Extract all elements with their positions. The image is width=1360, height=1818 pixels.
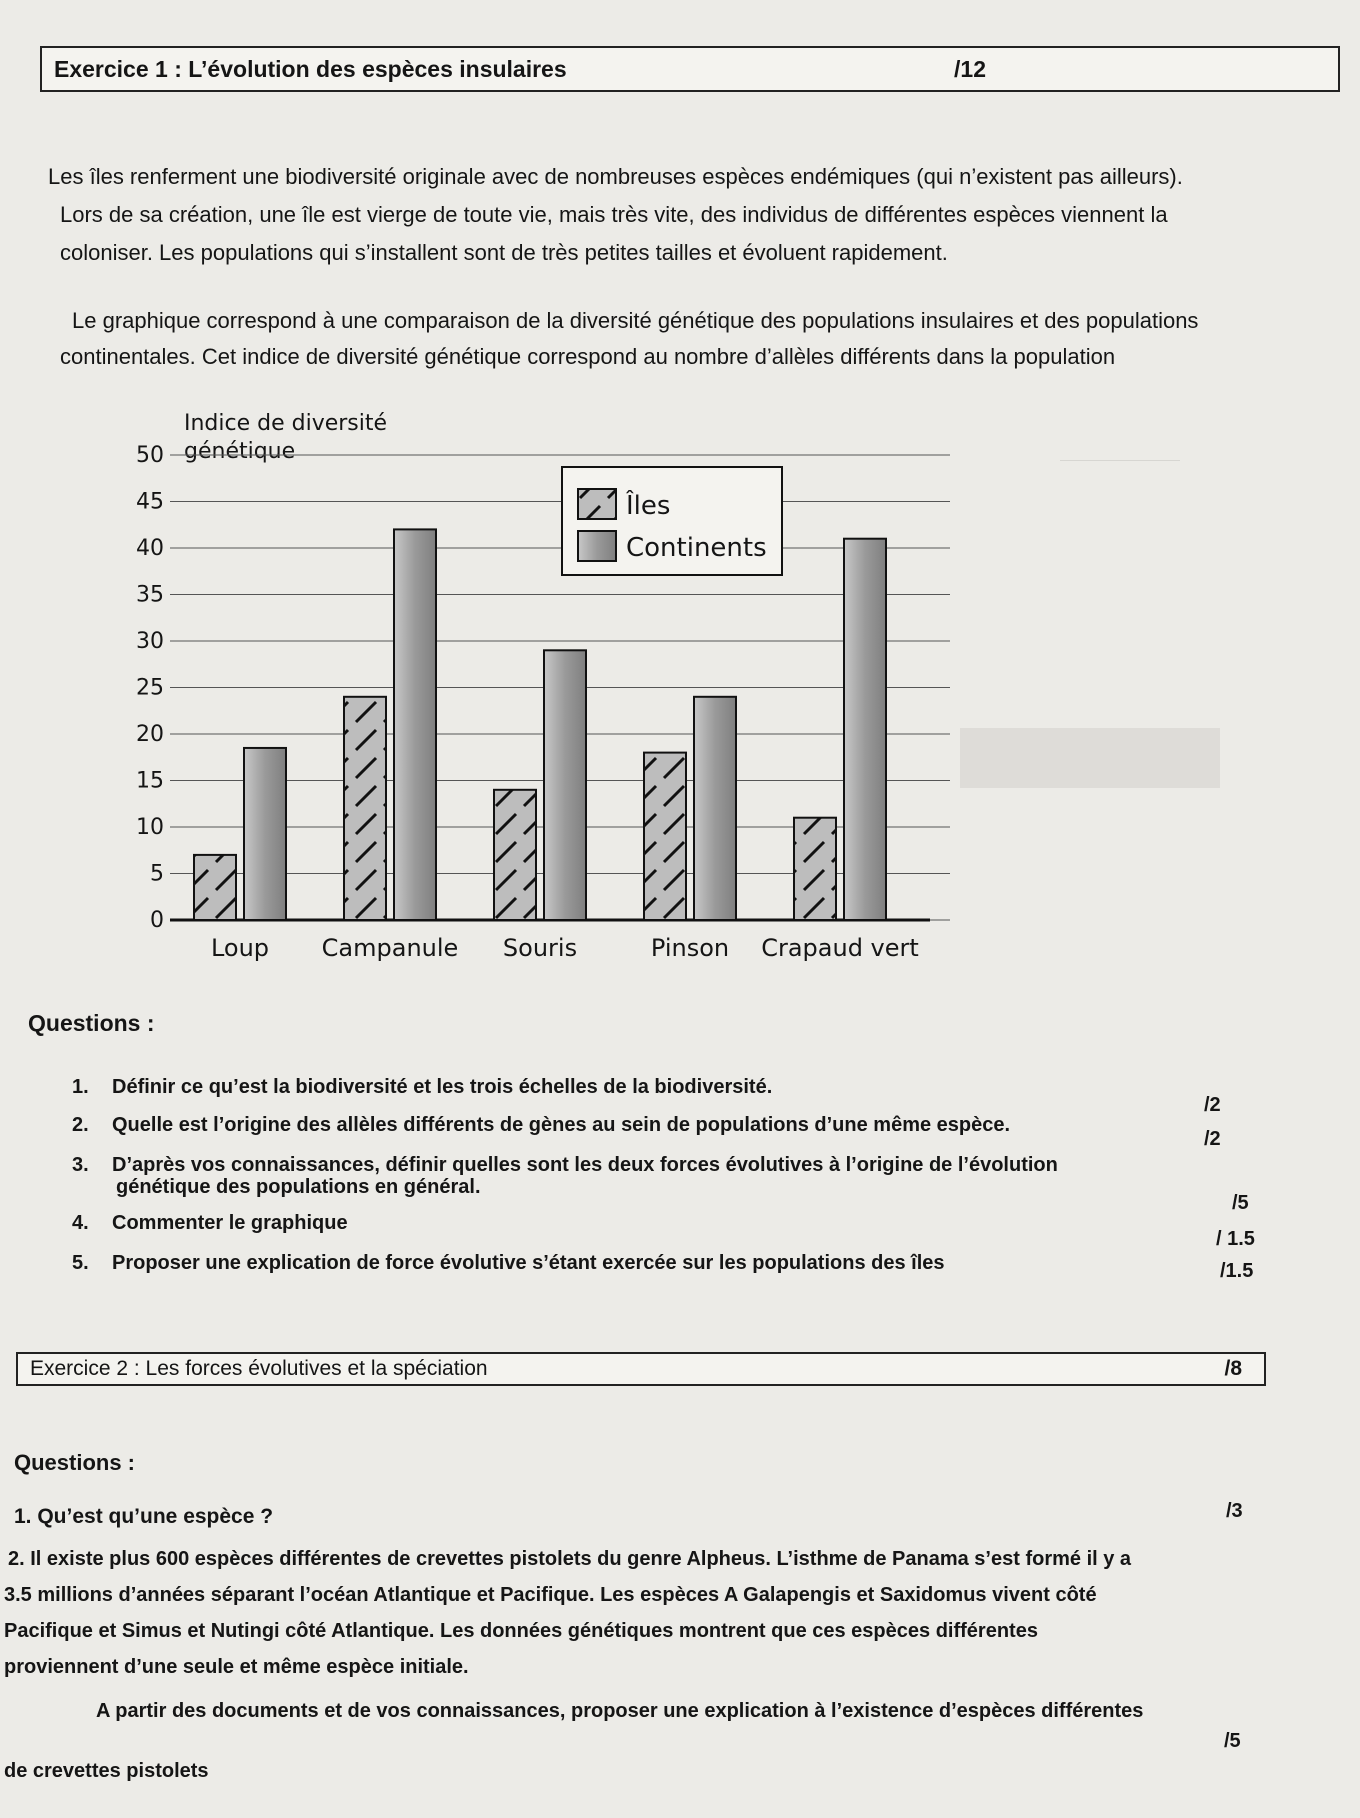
question-3-num: 3. (72, 1154, 89, 1176)
graph-text-line-2: continentales. Cet indice de diversité génétique correspond au nombre d’allèles différents dans la population (60, 344, 1116, 369)
question-2-text: Quelle est l’origine des allèles différents de gènes au sein de populations d’une même espèce. (112, 1114, 1011, 1136)
question-2 (72, 1114, 1010, 1137)
y-tick-label-45: 45 (136, 489, 164, 515)
y-tick-label-0: 0 (150, 908, 164, 933)
bar-souris-iles (494, 790, 536, 920)
y-tick-label-10: 10 (136, 815, 164, 840)
legend-swatch-iles (578, 489, 616, 519)
question-1-num: 1. (72, 1076, 89, 1098)
x-tick-label-crapaud-vert: Crapaud vert (761, 934, 919, 962)
legend-label-continents: Continents (626, 533, 767, 563)
question-5-text: Proposer une explication de force évolutive s’étant exercée sur les populations des îles (112, 1252, 945, 1274)
graph-text-line-1: Le graphique correspond à une comparaison de la diversité génétique des populations insulaires et des populations (72, 308, 1199, 333)
bar-pinson-iles (644, 753, 686, 920)
exercise2-header (16, 1352, 1266, 1386)
y-tick-label-50: 50 (136, 443, 164, 468)
question-3-continued: génétique des populations en général. (116, 1176, 481, 1198)
faint-background-text (1060, 440, 1180, 461)
y-tick-label-40: 40 (136, 536, 164, 561)
y-tick-label-30: 30 (136, 629, 164, 654)
bar-souris-continents (544, 650, 586, 920)
y-tick-label-25: 25 (136, 675, 164, 701)
bar-crapaud-vert-iles (794, 818, 836, 920)
y-tick-label-20: 20 (136, 722, 164, 747)
x-tick-label-pinson: Pinson (650, 934, 730, 962)
y-axis-label-line-2: génétique (184, 439, 296, 464)
bar-crapaud-vert-continents (844, 539, 886, 920)
question-4-text: Commenter le graphique (112, 1212, 348, 1234)
exercise2-score: /8 (1224, 1357, 1242, 1380)
intro-line-3: coloniser. Les populations qui s’installent sont de très petites tailles et évoluent rapidement. (60, 240, 948, 265)
questions-title-1: Questions : (28, 1010, 155, 1036)
questions-title-2: Questions : (14, 1450, 136, 1475)
ex2-question-2-line-2: 3.5 millions d’années séparant l’océan Atlantique et Pacifique. Les espèces A Galapengis et Saxidomus vivent côté (4, 1584, 1097, 1606)
exercise2-title: Exercice 2 : Les forces évolutives et la spéciation (30, 1357, 488, 1380)
x-tick-label-souris: Souris (502, 934, 578, 962)
intro-line-2: Lors de sa création, une île est vierge de toute vie, mais très vite, des individus de différentes espèces viennent la (60, 202, 1168, 227)
exercise1-header (40, 46, 1340, 92)
legend-label-iles: Îles (626, 491, 671, 521)
bar-campanule-continents (394, 529, 436, 920)
question-3-text: D’après vos connaissances, définir quelles sont les deux forces évolutives à l’origine de l’évolution (112, 1154, 1058, 1176)
ex2-question-1-points: /3 (1226, 1500, 1243, 1522)
x-tick-label-loup: Loup (210, 934, 270, 962)
bar-loup-continents (244, 748, 286, 920)
question-5-points: /1.5 (1220, 1260, 1254, 1282)
question-1 (72, 1076, 772, 1099)
ex2-question-2-line-1: 2. Il existe plus 600 espèces différentes de crevettes pistolets du genre Alpheus. L’isthme de Panama s’est formé il y a (8, 1548, 1132, 1570)
bar-campanule-iles (344, 697, 386, 920)
exercise1-score: /12 (954, 55, 986, 82)
question-5 (72, 1252, 945, 1275)
bar-pinson-continents (694, 697, 736, 920)
ex2-question-2-line-4: proviennent d’une seule et même espèce initiale. (4, 1656, 469, 1678)
question-4-points: / 1.5 (1216, 1228, 1255, 1250)
y-tick-label-15: 15 (136, 768, 164, 794)
genetic-diversity-chart (100, 390, 960, 990)
question-1-points: /2 (1204, 1094, 1221, 1116)
y-axis-label-line-1: Indice de diversité (184, 411, 388, 436)
question-2-num: 2. (72, 1114, 89, 1136)
question-3-points: /5 (1232, 1192, 1249, 1214)
ex2-question-1: 1. Qu’est qu’une espèce ? (14, 1505, 274, 1528)
faint-background-box (960, 728, 1220, 788)
ex2-task-line-1: A partir des documents et de vos connaissances, proposer une explication à l’existence d’espèces différentes (96, 1700, 1144, 1722)
exercise1-title: Exercice 1 : L’évolution des espèces insulaires (54, 55, 567, 82)
question-1-text: Définir ce qu’est la biodiversité et les trois échelles de la biodiversité. (112, 1076, 773, 1098)
legend-swatch-continents (578, 531, 616, 561)
ex2-task-line-2: de crevettes pistolets (4, 1760, 209, 1782)
ex2-task-points: /5 (1224, 1730, 1241, 1752)
y-tick-label-5: 5 (150, 861, 164, 887)
question-4 (72, 1212, 348, 1235)
question-3 (72, 1154, 1058, 1177)
question-4-num: 4. (72, 1212, 89, 1234)
x-tick-label-campanule: Campanule (321, 934, 459, 962)
chart-svg (100, 390, 960, 990)
question-5-num: 5. (72, 1252, 89, 1274)
ex2-question-2-line-3: Pacifique et Simus et Nutingi côté Atlantique. Les données génétiques montrent que ces espèces différentes (4, 1620, 1038, 1642)
bar-loup-iles (194, 855, 236, 920)
y-tick-label-35: 35 (136, 582, 164, 608)
question-2-points: /2 (1204, 1128, 1221, 1150)
intro-line-1: Les îles renferment une biodiversité originale avec de nombreuses espèces endémiques (qui n’existent pas ailleurs). (48, 164, 1183, 189)
